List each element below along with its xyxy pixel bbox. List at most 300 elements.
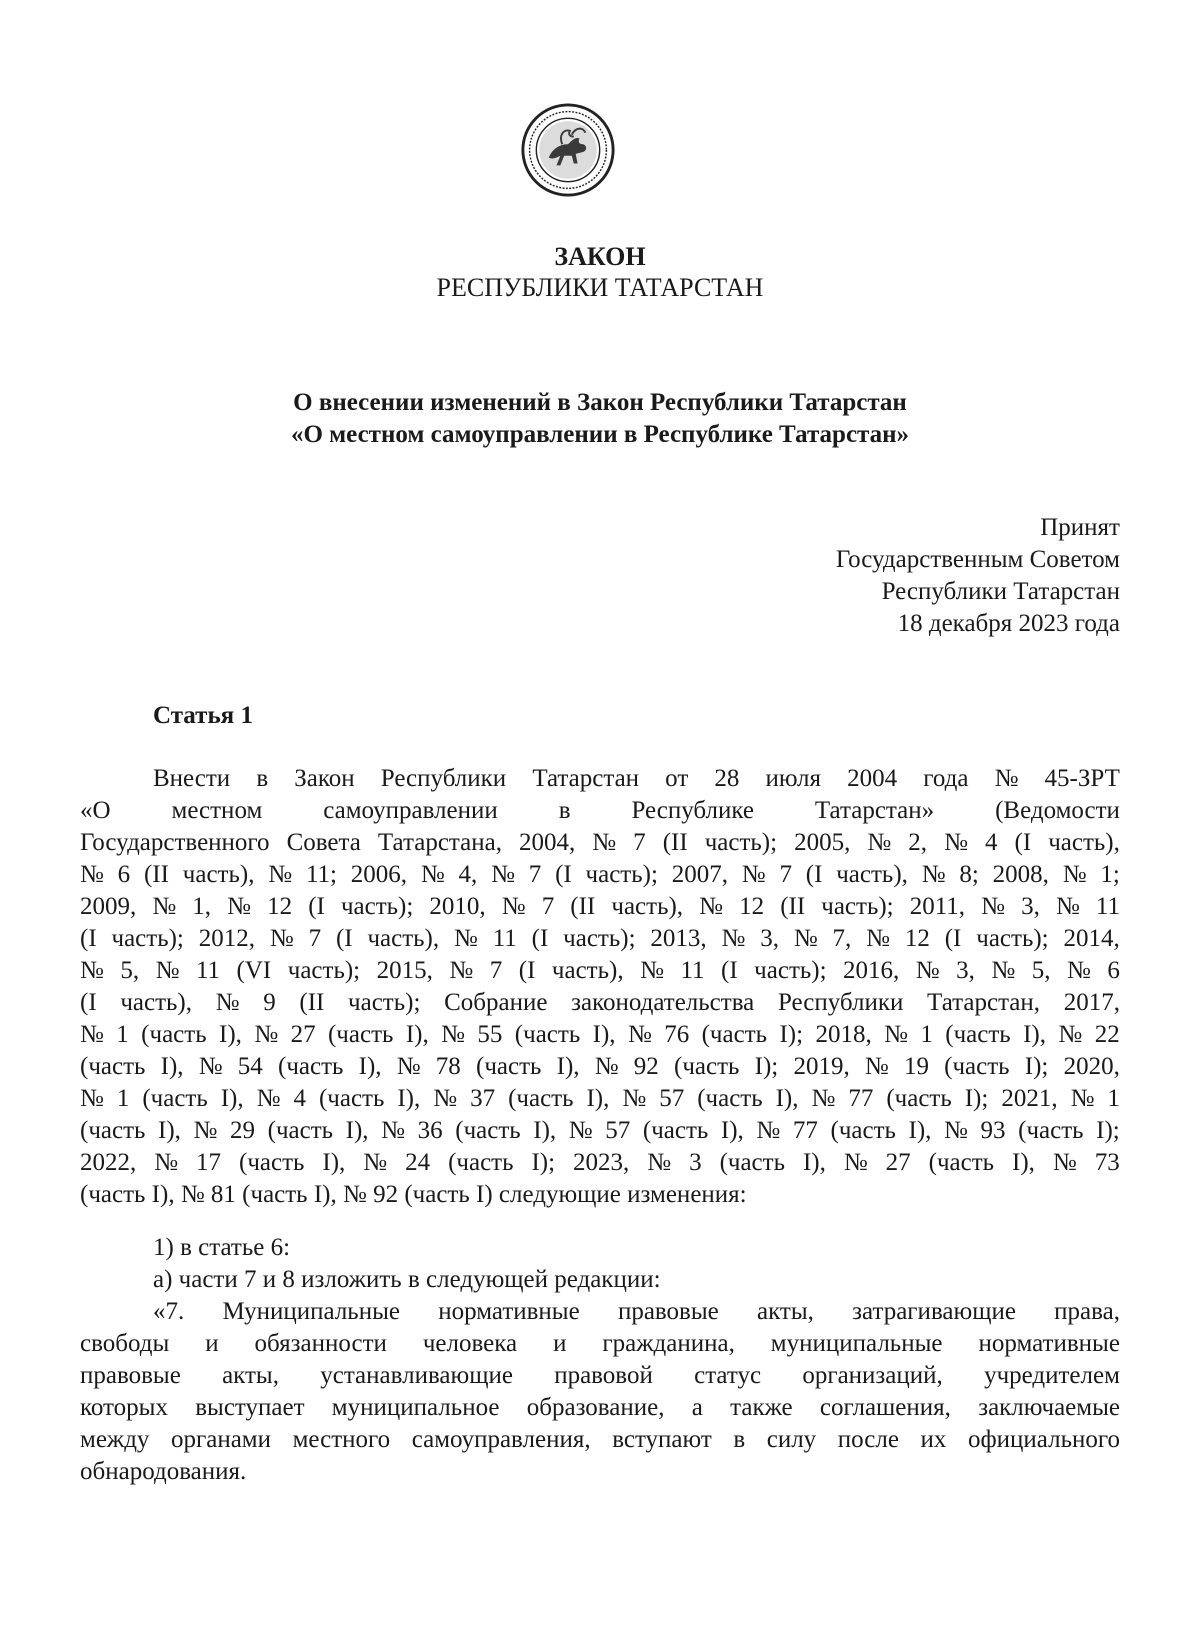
word: (I — [80, 925, 97, 952]
word: (часть — [1018, 1117, 1084, 1144]
word: самоуправления, — [411, 1426, 591, 1453]
word: № — [944, 829, 968, 856]
word: силу — [766, 1426, 817, 1453]
word: (часть — [514, 1021, 581, 1048]
word: № — [80, 1021, 104, 1048]
word: 11 — [195, 957, 221, 984]
word: 1 — [116, 1021, 129, 1048]
word: 55 — [477, 1021, 503, 1048]
word: 7 — [541, 893, 555, 920]
word: 6 — [1107, 957, 1120, 984]
word: в — [558, 797, 571, 824]
word: 2007, — [671, 861, 728, 888]
word: № — [592, 829, 617, 856]
word: № — [756, 1117, 781, 1144]
word: законодательства — [571, 989, 755, 1016]
word: (часть — [674, 1053, 740, 1080]
word: заключаемые — [978, 1394, 1120, 1421]
word: № — [155, 957, 180, 984]
word: 2022, — [80, 1149, 137, 1176]
word: 7 — [528, 861, 542, 888]
word: 17 — [196, 1149, 222, 1176]
word: № — [811, 1085, 836, 1112]
word: № — [80, 957, 104, 984]
word: человека — [422, 1330, 518, 1357]
text-line — [80, 1328, 1120, 1360]
word: (I — [1014, 829, 1032, 856]
word: (часть — [476, 1053, 542, 1080]
word: часть); — [111, 925, 184, 952]
subject-line: «О местном самоуправлении в Республике Татарстан» — [290, 421, 910, 448]
word: 92 — [633, 1053, 659, 1080]
word: № — [568, 1117, 593, 1144]
article-paragraph-1 — [80, 763, 1120, 1211]
word: 12 — [904, 925, 930, 952]
word: I), — [1012, 1149, 1035, 1176]
word: (часть — [886, 1085, 952, 1112]
word: 11 — [680, 957, 705, 984]
word: (II — [143, 861, 169, 888]
word: 2008, — [992, 861, 1049, 888]
word: 57 — [659, 1085, 685, 1112]
word: «7. — [153, 1298, 185, 1325]
word: от — [665, 765, 689, 792]
word: 3 — [689, 1149, 702, 1176]
text-line — [80, 1083, 1120, 1115]
word: Республики — [380, 765, 507, 792]
word: (I — [805, 861, 823, 888]
word: 12 — [267, 893, 293, 920]
word: № — [944, 1117, 968, 1144]
word: I); — [1096, 1117, 1120, 1144]
word: Республики — [777, 989, 904, 1016]
word: 2023, — [573, 1149, 630, 1176]
word: I), — [345, 1117, 369, 1144]
article-amendments — [80, 1232, 1120, 1488]
word: № — [1067, 957, 1091, 984]
word: (часть — [327, 1021, 394, 1048]
word: № — [1052, 1149, 1077, 1176]
word: а — [691, 1394, 703, 1421]
word: 2004, — [519, 829, 576, 856]
word: I), — [533, 1117, 557, 1144]
word: (II — [570, 893, 596, 920]
word: № — [269, 925, 294, 952]
word: № — [921, 861, 946, 888]
word: 5, — [120, 957, 140, 984]
word: 73 — [1094, 1149, 1120, 1176]
word: (часть — [944, 1053, 1010, 1080]
word: № — [1062, 861, 1087, 888]
word: часть); — [754, 957, 827, 984]
law-subtitle: РЕСПУБЛИКИ ТАТАРСТАН — [436, 273, 764, 302]
word: 19 — [903, 1053, 929, 1080]
word: № — [1055, 893, 1080, 920]
word: 2018, — [815, 1021, 872, 1048]
word: 3, — [760, 925, 779, 952]
word: № — [501, 893, 526, 920]
word: 54 — [237, 1053, 263, 1080]
word: № — [198, 1053, 223, 1080]
word: Татарстана, — [377, 829, 502, 856]
word: местном — [171, 797, 263, 824]
word: (I — [80, 989, 97, 1016]
word: 7 — [779, 861, 792, 888]
word: часть); — [340, 893, 414, 920]
word: которых — [80, 1394, 168, 1421]
word: (часть — [701, 1021, 768, 1048]
word: № — [884, 1021, 908, 1048]
word: гражданина, — [602, 1330, 735, 1357]
word: в — [733, 1426, 746, 1453]
word: 2021, — [1001, 1085, 1058, 1112]
word: Татарстан, — [927, 989, 1041, 1016]
word: 11 — [492, 925, 517, 952]
word: (I — [308, 893, 325, 920]
word: также — [730, 1394, 793, 1421]
word: права, — [1054, 1298, 1120, 1325]
word: (часть — [318, 1085, 385, 1112]
word: часть); — [821, 893, 894, 920]
word: I); — [754, 1053, 779, 1080]
law-title: ЗАКОН — [554, 242, 646, 271]
word: 1 — [920, 1021, 933, 1048]
word: 29 — [230, 1117, 256, 1144]
word: правовой — [554, 1362, 653, 1389]
law-subject — [0, 387, 1200, 451]
text-line — [80, 859, 1120, 891]
text-line — [80, 1019, 1120, 1051]
word: часть); — [348, 989, 421, 1016]
adoption-line: Государственным Советом — [835, 546, 1120, 573]
word: (часть — [267, 1117, 334, 1144]
word: правовые — [617, 1298, 719, 1325]
word: 2, — [908, 829, 928, 856]
word: 3, — [956, 957, 975, 984]
word: выступает — [195, 1394, 305, 1421]
word: Татарстан» — [814, 797, 935, 824]
word: № — [721, 925, 746, 952]
word: 2006, — [350, 861, 408, 888]
word: часть), — [836, 861, 908, 888]
word: (Ведомости — [995, 797, 1120, 824]
word: I), — [405, 1021, 429, 1048]
word: № — [793, 925, 818, 952]
article-heading: Статья 1 — [153, 702, 253, 729]
word: июля — [765, 765, 821, 792]
word: (I — [531, 925, 549, 952]
word: Внести — [153, 765, 231, 792]
word: между — [80, 1426, 150, 1453]
word: (I — [944, 925, 962, 952]
adoption-line: Принят — [1040, 514, 1120, 541]
word: обязанности — [254, 1330, 387, 1357]
word: № — [647, 1149, 672, 1176]
word: № — [640, 957, 664, 984]
word: и — [205, 1330, 219, 1357]
word: 57 — [605, 1117, 631, 1144]
word: I), — [220, 1085, 244, 1112]
word: I), — [908, 1117, 932, 1144]
word: № — [699, 893, 723, 920]
text-line — [80, 1296, 1120, 1328]
word: 77 — [792, 1117, 818, 1144]
word: Государственного — [80, 829, 270, 856]
amendment-item-1: 1) в статье 6: — [153, 1234, 291, 1261]
word: органами — [170, 1426, 272, 1453]
word: часть); — [976, 925, 1049, 952]
word: № — [594, 1053, 619, 1080]
word: № — [1058, 1021, 1083, 1048]
adoption-date: 18 декабря 2023 года — [897, 610, 1120, 637]
word: (часть — [80, 1117, 146, 1144]
word: № — [864, 1053, 889, 1080]
word: I), — [720, 1117, 744, 1144]
word: 7, — [832, 925, 852, 952]
text-line — [80, 891, 1120, 923]
word: I), — [802, 1149, 826, 1176]
word: акты, — [222, 1362, 279, 1389]
word: 27 — [885, 1149, 911, 1176]
word: I); — [964, 1085, 989, 1112]
word: № — [867, 829, 892, 856]
word: I), — [592, 1021, 616, 1048]
word: и — [553, 1330, 567, 1357]
word: 2017, — [1063, 989, 1120, 1016]
word: часть); — [704, 829, 778, 856]
amended-text-lines — [80, 1296, 1120, 1456]
word: Собрание — [444, 989, 548, 1016]
word: № — [396, 1053, 421, 1080]
word: (I — [721, 957, 738, 984]
word: 2019, — [793, 1053, 850, 1080]
word: 2020, — [1063, 1053, 1120, 1080]
word: 22 — [1094, 1021, 1120, 1048]
word: статус — [694, 1362, 762, 1389]
word: (часть — [719, 1149, 785, 1176]
word: I), — [775, 1085, 799, 1112]
word: официального — [967, 1426, 1120, 1453]
word: 93 — [980, 1117, 1006, 1144]
text-line — [80, 1115, 1120, 1147]
word: I); — [1024, 1053, 1049, 1080]
word: № — [268, 861, 293, 888]
word: № — [441, 1021, 465, 1048]
word: 7 — [633, 829, 646, 856]
word: 2011, — [909, 893, 966, 920]
word: I), — [1023, 1021, 1047, 1048]
paragraph-last-line: (часть I), № 81 (часть I), № 92 (часть I) следующие изменения: — [80, 1181, 747, 1208]
word: (часть — [80, 1053, 146, 1080]
word: (часть — [455, 1117, 521, 1144]
word: в — [256, 765, 269, 792]
word: I), — [556, 1053, 580, 1080]
word: (часть — [945, 1021, 1011, 1048]
word: № — [363, 1149, 388, 1176]
word: № — [915, 957, 940, 984]
word: № — [227, 893, 251, 920]
word: 77 — [848, 1085, 874, 1112]
word: № — [154, 1149, 179, 1176]
word: 9 — [263, 989, 276, 1016]
word: № — [381, 1117, 406, 1144]
word: Муниципальные — [222, 1298, 400, 1325]
word: 24 — [405, 1149, 431, 1176]
word: № — [254, 1021, 279, 1048]
text-line — [80, 987, 1120, 1019]
word: образование, — [526, 1394, 665, 1421]
word: № — [80, 1085, 104, 1112]
word: 2009, — [80, 893, 137, 920]
word: (часть — [697, 1085, 763, 1112]
word: Закон — [294, 765, 355, 792]
word: № — [991, 957, 1016, 984]
subject-line: О внесении изменений в Закон Республики Татарстан — [293, 389, 907, 416]
word: Татарстан — [532, 765, 640, 792]
word: 4 — [293, 1085, 306, 1112]
word: 37 — [470, 1085, 496, 1112]
word: 5, — [1031, 957, 1051, 984]
text-line — [80, 955, 1120, 987]
word: муниципальные — [770, 1330, 943, 1357]
word: 3, — [1021, 893, 1040, 920]
word: местного — [292, 1426, 391, 1453]
word: № — [449, 957, 474, 984]
word: (II — [299, 989, 325, 1016]
word: 1, — [192, 893, 212, 920]
word: № — [866, 925, 891, 952]
amended-text-last-line: обнародования. — [80, 1458, 247, 1485]
word: нормативные — [978, 1330, 1120, 1357]
word: организаций, — [802, 1362, 943, 1389]
word: «О — [80, 797, 111, 824]
word: (часть — [448, 1149, 514, 1176]
word: I); — [531, 1149, 556, 1176]
word: № — [622, 1085, 647, 1112]
adoption-block — [836, 512, 1120, 640]
word: затрагивающие — [852, 1298, 1016, 1325]
word: (часть — [928, 1149, 995, 1176]
word: 2005, — [794, 829, 851, 856]
word: (часть — [278, 1053, 344, 1080]
word: часть), — [611, 893, 684, 920]
word: I), — [219, 1021, 242, 1048]
text-line — [80, 1051, 1120, 1083]
word: 6 — [117, 861, 131, 888]
word: часть), — [367, 925, 440, 952]
word: (часть — [142, 1085, 208, 1112]
word: № — [215, 989, 240, 1016]
word: муниципальное — [331, 1394, 500, 1421]
word: 36 — [417, 1117, 443, 1144]
word: (часть — [239, 1149, 305, 1176]
word: после — [837, 1426, 899, 1453]
word: 11; — [305, 861, 337, 888]
word: № — [453, 925, 478, 952]
word: (часть — [508, 1085, 574, 1112]
text-line — [80, 1147, 1120, 1179]
amendment-item-1a: а) части 7 и 8 изложить в следующей редакции: — [153, 1266, 661, 1293]
word: соглашения, — [819, 1394, 951, 1421]
word: часть); — [287, 957, 361, 984]
word: Совета — [286, 829, 361, 856]
word: 1; — [1100, 861, 1120, 888]
word: I), — [160, 1053, 184, 1080]
text-line — [80, 827, 1120, 859]
word: I); — [779, 1021, 804, 1048]
adoption-line: Республики Татарстан — [881, 578, 1120, 605]
paragraph-lines — [80, 763, 1120, 1179]
word: часть), — [182, 861, 255, 888]
word: № — [193, 1117, 218, 1144]
word: № — [80, 861, 104, 888]
word: 12 — [739, 893, 765, 920]
word: № — [741, 861, 766, 888]
word: 1 — [1107, 1085, 1120, 1112]
word: (I — [335, 925, 353, 952]
word: года — [923, 765, 969, 792]
text-line — [80, 1424, 1120, 1456]
word: № — [1070, 1085, 1095, 1112]
word: (I — [555, 861, 572, 888]
word: I), — [322, 1149, 346, 1176]
word: учредителем — [984, 1362, 1120, 1389]
word: I), — [358, 1053, 382, 1080]
word: часть); — [585, 861, 658, 888]
word: 4 — [984, 829, 998, 856]
word: 2016, — [843, 957, 900, 984]
word: 7 — [489, 957, 503, 984]
text-line — [80, 1392, 1120, 1424]
word: (II — [662, 829, 688, 856]
word: 4, — [458, 861, 478, 888]
word: свободы — [80, 1330, 170, 1357]
word: правовые — [80, 1362, 181, 1389]
word: (часть — [830, 1117, 896, 1144]
text-line — [80, 795, 1120, 827]
word: 2004 — [847, 765, 898, 792]
word: устанавливающие — [320, 1362, 513, 1389]
word: 2012, — [198, 925, 255, 952]
word: № — [994, 765, 1019, 792]
word: № — [256, 1085, 281, 1112]
word: I), — [158, 1117, 181, 1144]
word: 2014, — [1063, 925, 1120, 952]
word: № — [627, 1021, 652, 1048]
word: акты, — [757, 1298, 814, 1325]
word: 8; — [959, 861, 979, 888]
word: № — [843, 1149, 868, 1176]
word: (II — [780, 893, 806, 920]
word: самоуправлении — [323, 797, 498, 824]
word: № — [420, 861, 445, 888]
word: часть), — [120, 989, 192, 1016]
word: 78 — [435, 1053, 461, 1080]
word: № — [433, 1085, 458, 1112]
text-line — [80, 1360, 1120, 1392]
word: 2013, — [650, 925, 707, 952]
word: I), — [586, 1085, 610, 1112]
word: часть); — [563, 925, 636, 952]
word: I), — [397, 1085, 421, 1112]
word: 7 — [308, 925, 322, 952]
word: № — [152, 893, 177, 920]
word: (VI — [236, 957, 272, 984]
coat-of-arms-icon — [520, 102, 616, 198]
word: 2010, — [429, 893, 486, 920]
word: часть), — [1048, 829, 1120, 856]
text-line — [80, 763, 1120, 795]
